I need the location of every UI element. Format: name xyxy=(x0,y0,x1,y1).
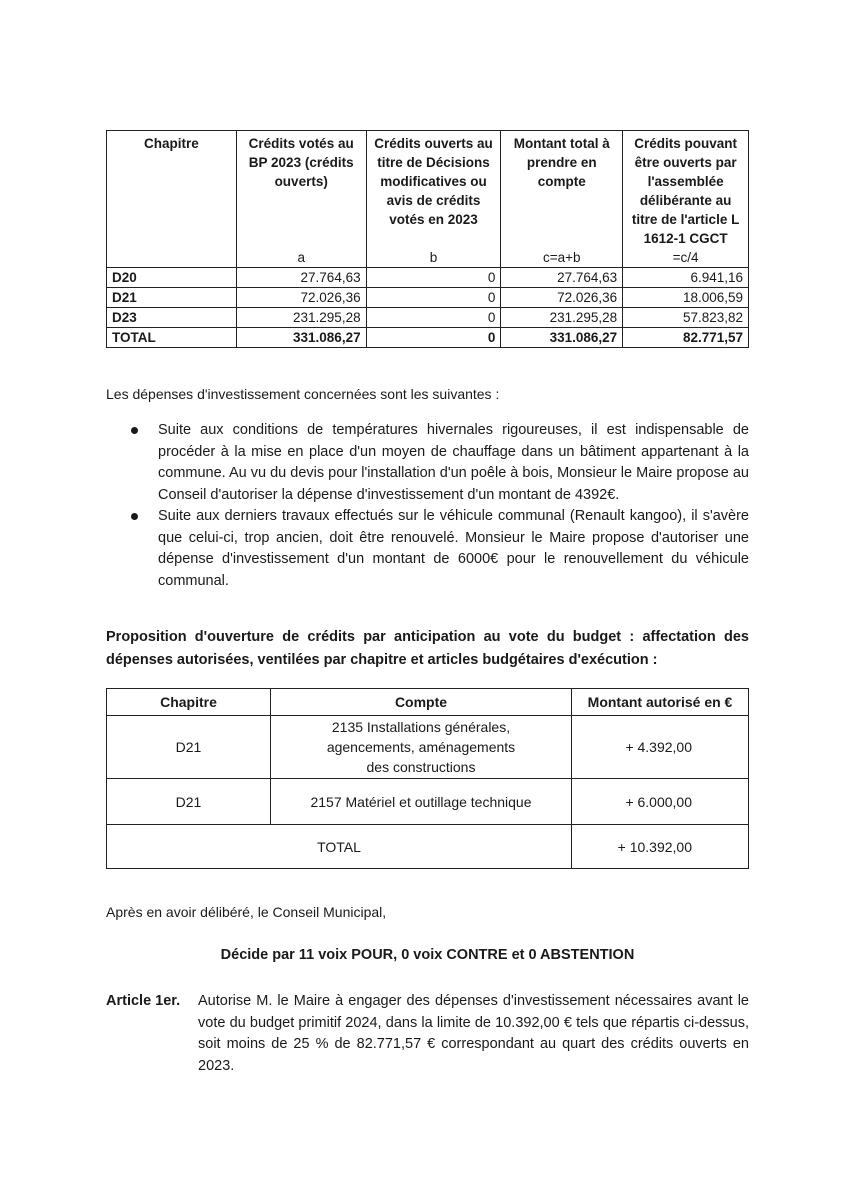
section-heading: Proposition d'ouverture de crédits par anticipation au vote du budget : affectation des dépenses autorisées, ventilées par chapitre et articles budgétaires d'exécution : xyxy=(106,629,749,668)
header-credits-ouverts: Crédits ouverts au titre de Décisions modificatives ou avis de crédits votés en 2023 xyxy=(366,131,501,249)
article-text: Autorise M. le Maire à engager des dépenses d'investissement nécessaires avant le vote du budget primitif 2024, dans la limite de 10.392,00 € tels que répartis ci-dessus, soit moins de 25 % de 82.771,57 € correspondant au quart des crédits ouverts en 2023. xyxy=(198,993,749,1074)
cell-chapitre: D21 xyxy=(107,716,271,779)
article-label: Article 1er. xyxy=(106,993,181,1009)
subheader-a: a xyxy=(236,248,366,268)
table-row xyxy=(107,308,749,328)
list-item-text: Suite aux conditions de températures hivernales rigoureuses, il est indispensable de procéder à la mise en place d'un moyen de chauffage dans un bâtiment appartenant à la commune. Au vu du devis pour l'installation d'un poêle à bois, Monsieur le Maire propose au Conseil d'autoriser la dépense d'investissement d'un montant de 4392€. xyxy=(158,422,749,503)
article-block xyxy=(106,991,749,1077)
deliberation-text: Après en avoir délibéré, le Conseil Municipal, xyxy=(106,904,387,920)
header-montant: Montant autorisé en € xyxy=(572,689,749,716)
cell-total-a: 331.086,27 xyxy=(236,328,366,348)
list-item xyxy=(106,506,749,592)
cell-b: 0 xyxy=(366,308,501,328)
credits-table xyxy=(106,130,749,348)
cell-c: 27.764,63 xyxy=(501,268,623,288)
cell-d: 6.941,16 xyxy=(623,268,749,288)
subheader-b: b xyxy=(366,248,501,268)
cell-c: 72.026,36 xyxy=(501,288,623,308)
bullet-icon xyxy=(131,427,138,434)
subheader-c: c=a+b xyxy=(501,248,623,268)
cell-b: 0 xyxy=(366,268,501,288)
cell-chapitre: D20 xyxy=(107,268,237,288)
cell-compte: 2157 Matériel et outillage technique xyxy=(271,779,572,825)
cell-d: 18.006,59 xyxy=(623,288,749,308)
cell-total-d: 82.771,57 xyxy=(623,328,749,348)
header-chapitre: Chapitre xyxy=(107,131,237,249)
table-row xyxy=(107,779,749,825)
header-credits-pouvant: Crédits pouvant être ouverts par l'assemblée délibérante au titre de l'article L 1612-1 CGCT xyxy=(623,131,749,249)
cell-b: 0 xyxy=(366,288,501,308)
cell-chapitre: D21 xyxy=(107,779,271,825)
subheader-empty xyxy=(107,248,237,268)
cell-d: 57.823,82 xyxy=(623,308,749,328)
cell-total-montant: + 10.392,00 xyxy=(572,825,749,869)
cell-total-c: 331.086,27 xyxy=(501,328,623,348)
cell-montant: + 6.000,00 xyxy=(572,779,749,825)
table-row xyxy=(107,268,749,288)
cell-chapitre: D23 xyxy=(107,308,237,328)
table-total-row xyxy=(107,825,749,869)
cell-total-b: 0 xyxy=(366,328,501,348)
header-chapitre: Chapitre xyxy=(107,689,271,716)
decision-text: Décide par 11 voix POUR, 0 voix CONTRE et 0 ABSTENTION xyxy=(220,947,635,963)
cell-a: 231.295,28 xyxy=(236,308,366,328)
list-item-text: Suite aux derniers travaux effectués sur le véhicule communal (Renault kangoo), il s'avère que celui-ci, trop ancien, doit être renouvelé. Monsieur le Maire propose d'autoriser une dépense d'investissement d'un montant de 6000€ pour le renouvellement du véhicule communal. xyxy=(158,508,749,589)
cell-c: 231.295,28 xyxy=(501,308,623,328)
cell-compte: 2135 Installations générales, agencements, aménagements des constructions xyxy=(271,716,572,779)
table-row xyxy=(107,288,749,308)
header-credits-votes: Crédits votés au BP 2023 (crédits ouverts) xyxy=(236,131,366,249)
cell-total-label: TOTAL xyxy=(107,328,237,348)
subheader-d: =c/4 xyxy=(623,248,749,268)
cell-total-label: TOTAL xyxy=(107,825,572,869)
cell-chapitre: D21 xyxy=(107,288,237,308)
cell-a: 27.764,63 xyxy=(236,268,366,288)
list-item xyxy=(106,420,749,506)
expense-list xyxy=(106,420,749,592)
table-total-row xyxy=(107,328,749,348)
bullet-icon xyxy=(131,513,138,520)
table-row xyxy=(107,716,749,779)
cell-montant: + 4.392,00 xyxy=(572,716,749,779)
allocation-table xyxy=(106,688,749,869)
header-compte: Compte xyxy=(271,689,572,716)
cell-a: 72.026,36 xyxy=(236,288,366,308)
intro-text: Les dépenses d'investissement concernées sont les suivantes : xyxy=(106,386,500,402)
header-montant-total: Montant total à prendre en compte xyxy=(501,131,623,249)
